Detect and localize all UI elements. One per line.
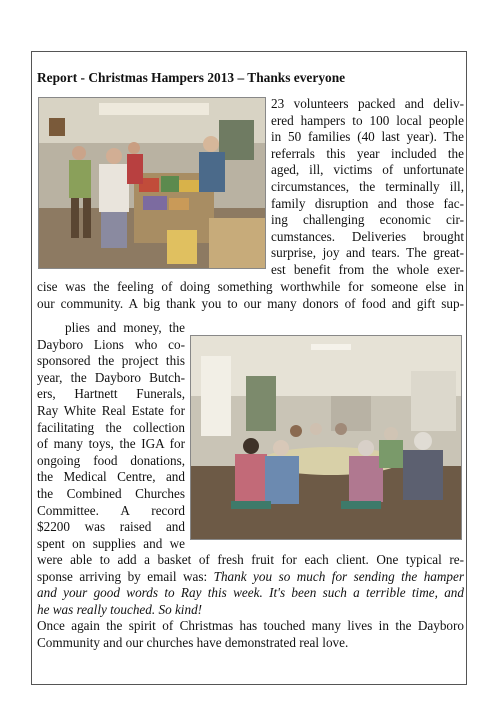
text-line: surprise, joy and tears. The great- (271, 245, 464, 261)
text-line: est benefit from the whole exer- (271, 261, 464, 277)
text-line: facilitating the collection (37, 419, 185, 435)
text-line: the Combined Churches (37, 485, 185, 501)
text-line: ered hampers to 100 local people (271, 112, 464, 128)
closing-line: Community and our churches have demonstrated real love. (37, 634, 349, 650)
text-line: spent on supplies and we (37, 535, 185, 551)
text-line: ing challenging economic cir- (271, 212, 464, 228)
text-full-width-2 (37, 552, 464, 652)
text-line: Dayboro Lions who co- (37, 336, 185, 352)
text-line: Ray White Real Estate for (37, 402, 185, 418)
email-quote-line (37, 585, 464, 602)
text-line: were able to add a basket of fresh fruit for each client. One typical re- (37, 552, 464, 567)
text-line: of many toys, the IGA for (37, 436, 185, 452)
text-column-upper (271, 96, 464, 279)
text-line: circumstances, the terminally ill, (271, 178, 464, 194)
text-full-width-1 (37, 279, 464, 312)
text-line: sponsored the project this (37, 353, 185, 369)
text-line: referrals this year included the (271, 145, 464, 161)
text-normal-span: sponse arriving by email was: (37, 568, 214, 584)
text-column-lower (37, 320, 185, 552)
text-line: ers, Hartnett Funerals, (37, 386, 185, 402)
text-line: 23 volunteers packed and deliv- (271, 96, 464, 111)
closing-line: Once again the spirit of Christmas has touched many lives in the Dayboro (37, 618, 464, 634)
text-line: cise was the feeling of doing something worthwhile for someone else in (37, 279, 464, 294)
email-quote-end: he was really touched. So kind! (37, 601, 203, 617)
text-line (37, 569, 464, 586)
text-line: ongoing food donations, (37, 452, 185, 468)
text-line: year, the Dayboro Butch- (37, 369, 185, 385)
email-quote-start: Thank you so much for sending the hamper (213, 568, 464, 584)
text-line: the Medical Centre, and (37, 469, 185, 485)
hall-gathering-photo (190, 335, 462, 540)
report-title: Report - Christmas Hampers 2013 – Thanks everyone (37, 70, 346, 85)
text-line: aged, ill, victims of unfortunate (271, 162, 464, 178)
text-line: Committee. A record (37, 502, 185, 518)
text-line: in 50 families (40 last year). The (271, 129, 464, 145)
text-line: $2200 was raised and (37, 519, 185, 535)
text-line: our community. A big thank you to our many donors of food and gift sup- (37, 295, 464, 311)
hamper-packing-photo (38, 97, 266, 269)
text-line: family disruption and those fac- (271, 195, 464, 211)
email-quote: and your good words to Ray this week. It's been such a terrible time, and (37, 585, 464, 601)
text-line: cumstances. Deliveries brought (271, 228, 464, 244)
email-quote-line (37, 602, 464, 619)
text-line: plies and money, the (65, 320, 185, 335)
